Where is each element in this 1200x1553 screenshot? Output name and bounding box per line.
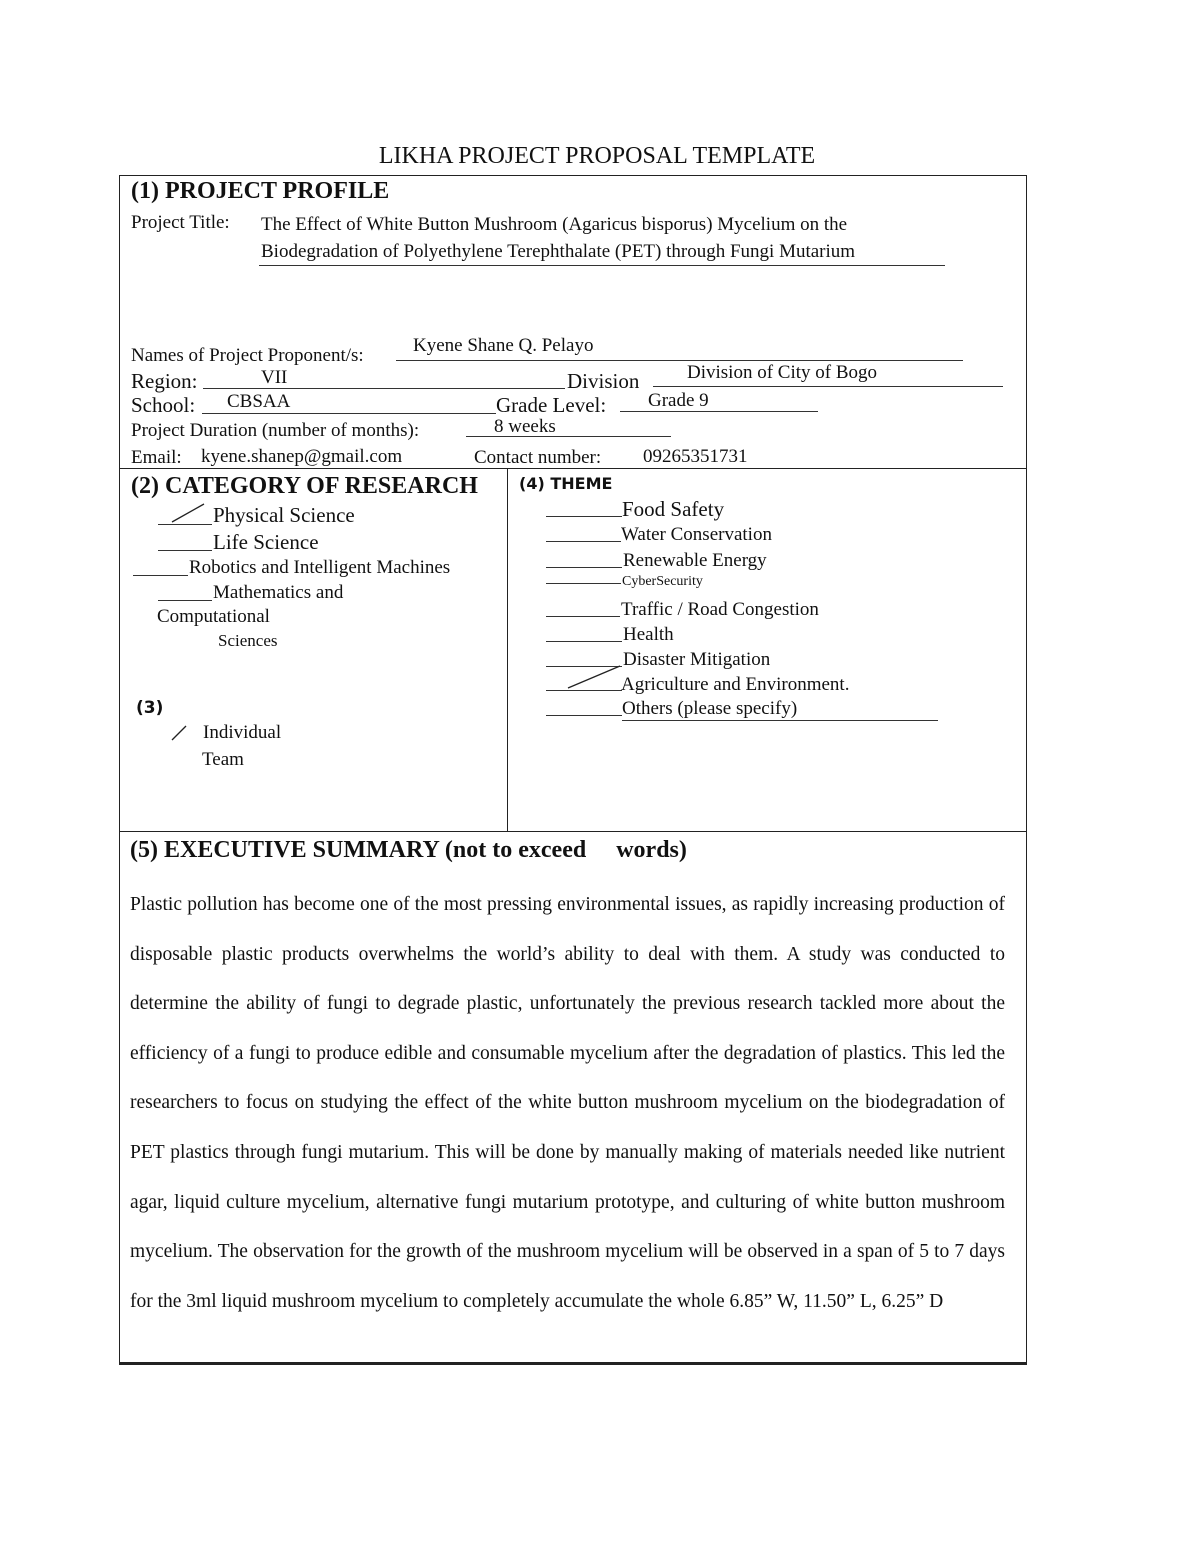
grade-label: Grade Level: [496,393,607,417]
theme-item-renewable-energy: Renewable Energy [623,550,767,571]
duration-underline [466,436,671,437]
theme-item-traffic: Traffic / Road Congestion [621,599,819,620]
proponents-underline [396,360,963,361]
email-label: Email: [131,447,182,468]
contact-value: 09265351731 [643,446,748,467]
type-heading: (3) [136,698,164,718]
theme-item-health: Health [623,624,674,645]
checkmark-icon [566,664,622,690]
division-label: Division [567,369,640,393]
theme-blank-water[interactable] [546,541,621,542]
theme-item-others: Others (please specify) [622,698,798,719]
checkmark-icon [170,502,206,524]
theme-blank-cyber[interactable] [546,583,621,584]
theme-blank-renewable[interactable] [546,567,622,568]
category-item-mathematics: Mathematics and [213,582,344,603]
bottom-border [119,1362,1027,1364]
theme-item-disaster-mitigation: Disaster Mitigation [623,649,771,670]
school-label: School: [131,393,196,417]
type-individual[interactable]: Individual [203,722,282,743]
checkmark-icon [170,724,188,742]
theme-item-agriculture: Agriculture and Environment. [621,674,850,695]
theme-blank-agriculture[interactable] [546,690,622,691]
category-heading: (2) CATEGORY OF RESEARCH [131,473,478,499]
category-item-life-science: Life Science [213,530,319,554]
division-value: Division of City of Bogo [687,362,878,383]
grade-underline [620,411,818,412]
category-item-mathematics-line2: Computational [157,606,270,627]
school-underline [202,413,496,414]
duration-value: 8 weeks [494,416,556,437]
category-blank-life[interactable] [158,550,212,551]
category-blank-physical[interactable] [158,524,212,525]
proponents-label: Names of Project Proponent/s: [131,345,364,366]
category-item-mathematics-line3: Sciences [218,631,278,650]
summary-heading: (5) EXECUTIVE SUMMARY (not to exceed words) [130,837,687,863]
category-blank-math[interactable] [158,600,212,601]
divider-columns [507,468,508,832]
region-value: VII [261,367,288,388]
division-underline [653,386,1003,387]
theme-item-cybersecurity: CyberSecurity [622,574,703,589]
contact-label: Contact number: [474,447,602,468]
divider-summary [119,831,1027,832]
region-underline [203,388,565,389]
category-item-physical-science: Physical Science [213,503,355,527]
category-blank-robotics[interactable] [133,575,188,576]
theme-heading: (4) THEME [519,474,613,493]
profile-heading: (1) PROJECT PROFILE [131,178,390,204]
type-team[interactable]: Team [202,749,244,770]
grade-value: Grade 9 [648,390,709,411]
project-title-line1: The Effect of White Button Mushroom (Agaricus bisporus) Mycelium on the [261,214,848,235]
theme-blank-food-safety[interactable] [546,516,622,517]
category-item-robotics: Robotics and Intelligent Machines [189,557,451,578]
email-value: kyene.shanep@gmail.com [201,446,403,467]
theme-item-food-safety: Food Safety [622,497,725,521]
theme-others-underline[interactable] [622,720,938,721]
document-title: LIKHA PROJECT PROPOSAL TEMPLATE [378,143,816,169]
region-label: Region: [131,369,198,393]
theme-blank-health[interactable] [546,641,622,642]
theme-item-water-conservation: Water Conservation [621,524,772,545]
project-title-underline [259,265,945,266]
duration-label: Project Duration (number of months): [131,420,420,441]
project-title-label: Project Title: [131,212,230,233]
proponents-value: Kyene Shane Q. Pelayo [413,335,594,356]
project-title-line2: Biodegradation of Polyethylene Terephthalate (PET) through Fungi Mutarium [261,241,856,262]
summary-body: Plastic pollution has become one of the most pressing environmental issues, as rapidly increasing production of disposable plastic products overwhelms the world’s ability to deal with them. A study was conducted to determine the ability of fungi to degrade plastic, unfortunately the previous research tackled more about the efficiency of a fungi to produce edible and consumable mycelium after the degradation of plastics. This led the researchers to focus on studying the effect of the white button mushroom mycelium on the biodegradation of PET plastics through fungi mutarium. This will be done by manually making of materials needed like nutrient agar, liquid culture mycelium, alternative fungi mutarium prototype, and culturing of white button mushroom mycelium. The observation for the growth of the mushroom mycelium will be observed in a span of 5 to 7 days for the 3ml liquid mushroom mycelium to completely accumulate the whole 6.85” W, 11.50” L, 6.25” D [130,894,1005,1312]
theme-blank-others[interactable] [546,715,622,716]
school-value: CBSAA [227,391,291,412]
theme-blank-traffic[interactable] [546,616,620,617]
